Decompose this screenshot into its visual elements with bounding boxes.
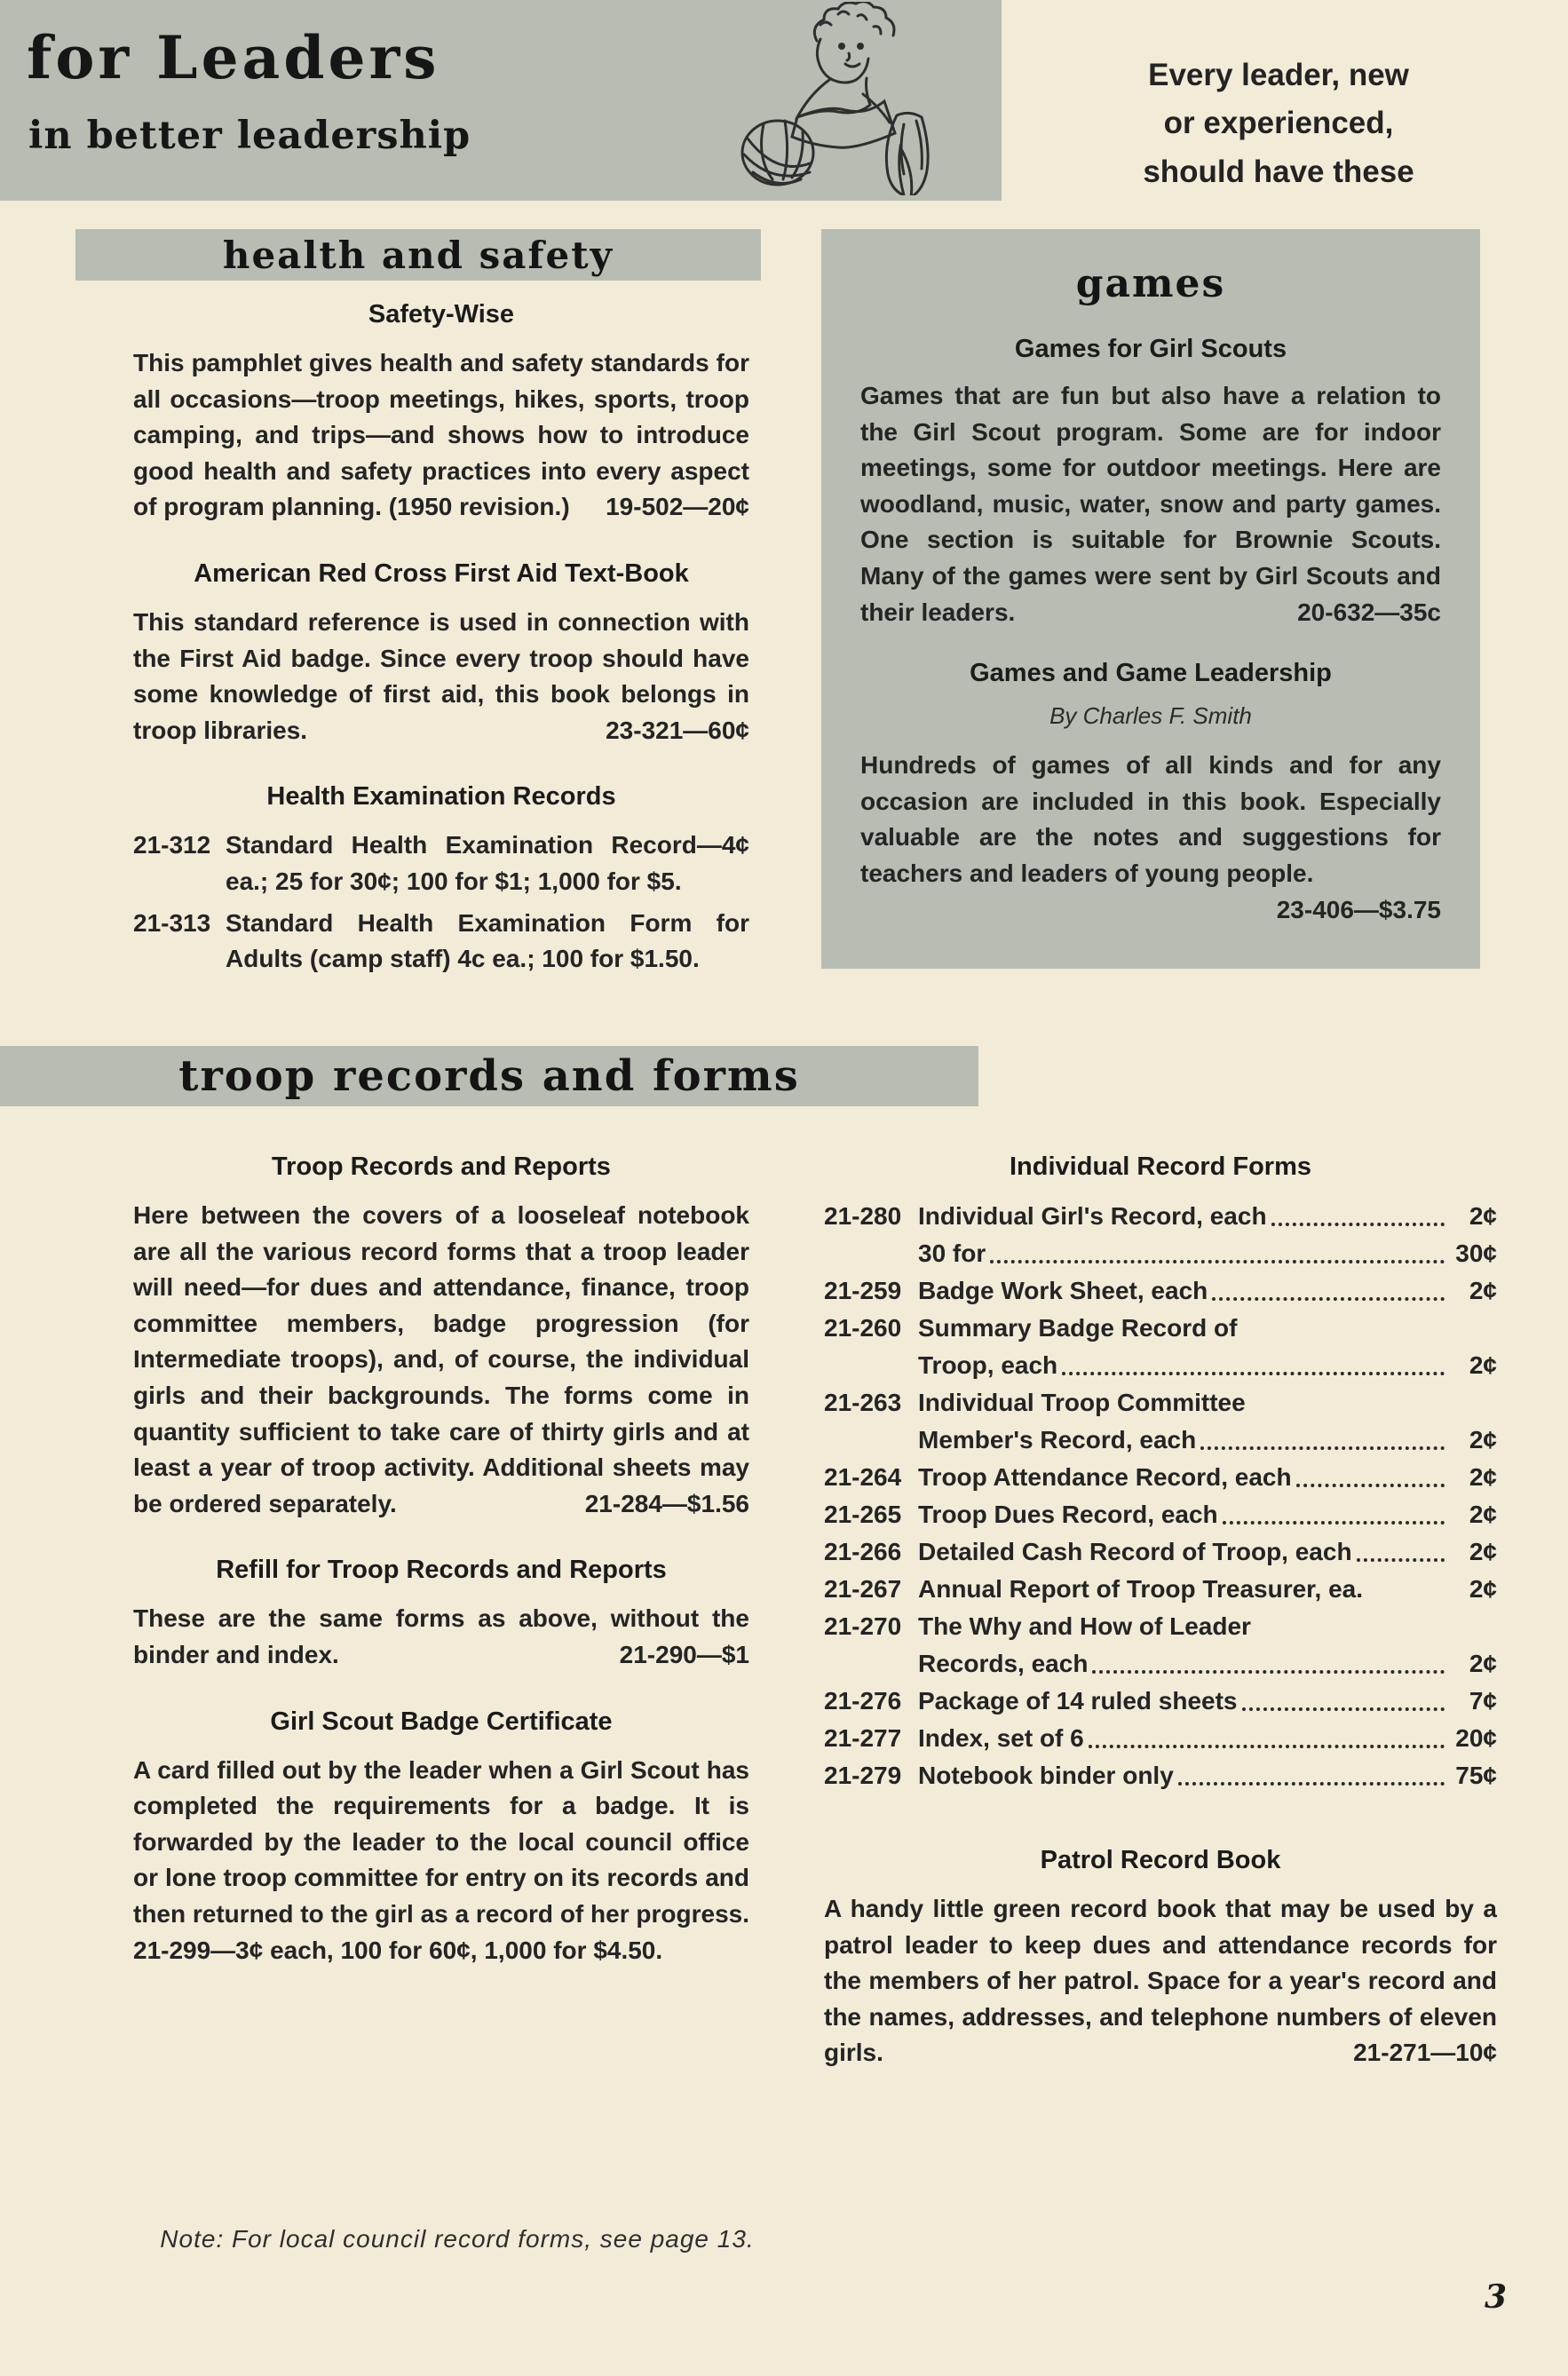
form-code: 21-280 <box>824 1202 902 1230</box>
record-form-row <box>824 1757 1497 1794</box>
form-code: 21-264 <box>824 1463 902 1491</box>
form-code: 21-277 <box>824 1724 902 1752</box>
form-code: 21-259 <box>824 1277 902 1304</box>
health-safety-column <box>133 300 749 983</box>
dotted-leader <box>1178 1782 1445 1786</box>
troop-records-left-column <box>133 1152 749 1976</box>
item-body-text: Games that are fun but also have a relation to the Girl Scout program. Some are for indoor meetings, some for outdoor meetings. Here are woodland, music, water, snow and party games. One section is suitable for Brownie Scouts. Many of the games were sent by Girl Scouts and their leaders. <box>860 382 1441 626</box>
tagline-line: or experienced, <box>1163 106 1394 141</box>
record-form-row <box>824 1608 1497 1645</box>
form-name: Troop Dues Record, each <box>918 1501 1218 1528</box>
form-price: 2¢ <box>1469 1501 1497 1528</box>
item-title: Patrol Record Book <box>1040 1846 1281 1874</box>
record-forms-list <box>824 1198 1497 1794</box>
author-byline: By Charles F. Smith <box>1049 702 1252 730</box>
item-title: Girl Scout Badge Certificate <box>270 1707 613 1736</box>
item-title: Troop Records and Reports <box>272 1152 611 1181</box>
form-price: 2¢ <box>1469 1426 1497 1453</box>
item-description <box>133 605 749 748</box>
dotted-leader <box>1089 1745 1445 1748</box>
troop-records-section-band <box>0 1046 978 1106</box>
item-body-text: Here between the covers of a looseleaf notebook are all the various record forms that a troop leader will need—for dues and attendance, finance, troop committee members, badge progression (for Intermediate troops), and, of course, the individual girls and their backgrounds. The forms come in quantity sufficient to take care of thirty girls and at least a year of troop activity. Additional sheets may be ordered separately. <box>133 1201 749 1517</box>
games-heading: games <box>1075 261 1226 306</box>
form-price: 2¢ <box>1469 1650 1497 1677</box>
item-description <box>133 345 749 526</box>
form-code: 21-267 <box>824 1575 902 1603</box>
dotted-leader <box>1223 1521 1445 1525</box>
form-price: 2¢ <box>1469 1538 1497 1565</box>
catalog-code: 19-502—20¢ <box>606 493 749 521</box>
catalog-code: 23-321—60¢ <box>606 716 749 744</box>
form-name: Troop, each <box>918 1351 1058 1379</box>
form-name: 30 for <box>918 1239 986 1267</box>
tagline <box>1039 51 1518 196</box>
form-name: Badge Work Sheet, each <box>918 1277 1208 1304</box>
form-code: 21-263 <box>824 1389 902 1416</box>
games-panel <box>821 229 1480 969</box>
form-code: 21-279 <box>824 1762 902 1789</box>
tagline-line: should have these <box>1143 154 1414 189</box>
record-form-row <box>824 1198 1497 1235</box>
form-code: 21-276 <box>824 1687 902 1715</box>
item-title: Safety-Wise <box>368 300 515 329</box>
dotted-leader <box>990 1260 1445 1263</box>
record-form-row <box>824 1235 1497 1272</box>
item-description <box>824 1891 1497 2071</box>
catalog-code: 21-313 <box>133 908 211 937</box>
form-price: 7¢ <box>1469 1687 1497 1715</box>
item-description <box>133 1198 749 1522</box>
catalog-code: 20-632—35c <box>1297 598 1441 626</box>
form-code: 21-270 <box>824 1612 902 1640</box>
dotted-leader <box>1242 1707 1445 1711</box>
item-description <box>133 1753 749 1969</box>
form-name: Individual Girl's Record, each <box>918 1202 1267 1230</box>
page-number: 3 <box>1485 2278 1508 2316</box>
record-item <box>133 828 749 899</box>
form-name: Detailed Cash Record of Troop, each <box>918 1538 1352 1565</box>
item-body-text: Standard Health Examination Record—4¢ ea.; 25 for 30¢; 100 for $1; 1,000 for $5. <box>226 831 749 895</box>
form-name: The Why and How of Leader <box>918 1612 1251 1640</box>
record-item <box>133 906 749 978</box>
form-name: Individual Troop Committee <box>918 1389 1246 1416</box>
record-form-row <box>824 1645 1497 1683</box>
form-name: Index, set of 6 <box>918 1724 1084 1752</box>
form-price: 2¢ <box>1469 1463 1497 1491</box>
catalog-code: 21-271—10¢ <box>1353 2039 1497 2067</box>
item-body-text: Hundreds of games of all kinds and for any occasion are included in this book. Especially valuable are the notes and suggestions for teachers and leaders of young people. <box>860 751 1441 887</box>
record-form-row <box>824 1683 1497 1720</box>
health-safety-section-band <box>75 229 761 281</box>
catalog-code: 21-290—$1 <box>619 1640 749 1668</box>
dotted-leader <box>1092 1670 1445 1674</box>
item-description <box>133 1601 749 1673</box>
form-name: Records, each <box>918 1650 1089 1677</box>
record-form-row <box>824 1347 1497 1384</box>
form-name: Summary Badge Record of <box>918 1314 1238 1342</box>
record-form-row <box>824 1272 1497 1310</box>
dotted-leader <box>1200 1446 1445 1450</box>
health-safety-heading: health and safety <box>222 233 614 277</box>
item-title: Refill for Troop Records and Reports <box>216 1556 667 1585</box>
record-form-row <box>824 1720 1497 1757</box>
item-title: Health Examination Records <box>266 782 616 812</box>
item-body-text: A card filled out by the leader when a Girl Scout has completed the requirements for a badge. It is forwarded by the leader to the local council office or lone troop committee for entry on its records and then returned to the girl as a record of her progress. 21-299—3¢ each, 100 for 60¢, 1,000 for $4.50. <box>133 1755 749 1964</box>
item-description <box>860 748 1441 923</box>
form-name: Annual Report of Troop Treasurer, ea. <box>918 1575 1363 1603</box>
item-title: American Red Cross First Aid Text-Book <box>194 558 689 588</box>
record-form-row <box>824 1422 1497 1459</box>
page-subtitle: in better leadership <box>28 114 471 158</box>
page-title: for Leaders <box>27 23 440 92</box>
form-price: 2¢ <box>1469 1277 1497 1304</box>
form-name: Member's Record, each <box>918 1426 1197 1453</box>
tagline-line: Every leader, new <box>1148 58 1409 92</box>
form-code: 21-265 <box>824 1501 902 1528</box>
dotted-leader <box>1212 1297 1445 1301</box>
form-code: 21-266 <box>824 1538 902 1565</box>
form-name: Package of 14 ruled sheets <box>918 1687 1238 1715</box>
dotted-leader <box>1296 1484 1445 1487</box>
item-body-text: This pamphlet gives health and safety standards for all occasions—troop meetings, hikes, sports, troop camping, and trips—and shows how to introduce good health and safety practices into every aspect of program planning. (1950 revision.) <box>133 349 749 521</box>
form-price: 75¢ <box>1455 1762 1497 1789</box>
dotted-leader <box>1357 1558 1445 1562</box>
item-title: Games and Game Leadership <box>970 659 1332 688</box>
footer-note: Note: For local council record forms, see page 13. <box>160 2225 755 2253</box>
catalog-code: 21-312 <box>133 831 211 859</box>
item-title: Individual Record Forms <box>1010 1152 1311 1181</box>
item-body-text: This standard reference is used in connection with the First Aid badge. Since every troop should have some knowledge of first aid, this book belongs in troop libraries. <box>133 607 749 744</box>
item-body-text: A handy little green record book that may be used by a patrol leader to keep dues and attendance records for the members of her patrol. Space for a year's record and the names, addresses, and telephone numbers of eleven girls. <box>824 1895 1497 2067</box>
record-form-row <box>824 1459 1497 1496</box>
catalog-code: 21-284—$1.56 <box>584 1489 749 1517</box>
troop-records-right-column <box>824 1152 1497 2079</box>
form-name: Troop Attendance Record, each <box>918 1463 1292 1491</box>
item-body-text: Standard Health Examination Form for Adults (camp staff) 4c ea.; 100 for $1.50. <box>226 908 749 973</box>
form-price: 2¢ <box>1469 1351 1497 1379</box>
record-form-row <box>824 1496 1497 1533</box>
form-name: Notebook binder only <box>918 1762 1174 1789</box>
dotted-leader <box>1271 1223 1445 1226</box>
form-price: 30¢ <box>1455 1239 1497 1267</box>
item-description <box>860 378 1441 630</box>
record-form-row <box>824 1533 1497 1571</box>
item-body-text: These are the same forms as above, without the binder and index. <box>133 1604 749 1668</box>
record-form-row <box>824 1384 1497 1422</box>
catalog-code: 23-406—$3.75 <box>1276 895 1441 923</box>
troop-records-heading: troop records and forms <box>178 1051 800 1101</box>
form-price: 2¢ <box>1469 1202 1497 1230</box>
form-code: 21-260 <box>824 1314 902 1342</box>
record-form-row <box>824 1571 1497 1608</box>
item-title: Games for Girl Scouts <box>1014 335 1287 363</box>
form-price: 2¢ <box>1469 1575 1497 1603</box>
leader-illustration-icon <box>721 2 978 195</box>
dotted-leader <box>1062 1372 1445 1375</box>
form-price: 20¢ <box>1455 1724 1497 1752</box>
record-form-row <box>824 1310 1497 1347</box>
